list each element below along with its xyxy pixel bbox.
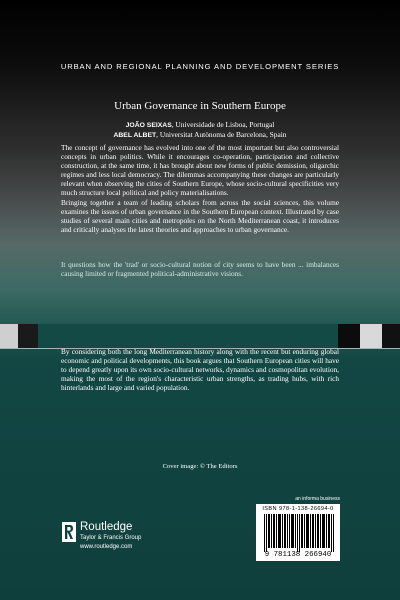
blurb-paragraph-2: Bringing together a team of leading scholars from across the social sciences, this volume examines the issues of urban governance in the Southern European context. Illustrated by case studies of several main cities and metropoles on the North Mediterranean coast, it introduces and critically analyses the latest theories and approaches to urban governance. — [61, 198, 339, 235]
editor-1-name: JOÃO SEIXAS — [125, 122, 172, 129]
barcode-number: 9 781138 266940 — [264, 551, 332, 559]
series-title: URBAN AND REGIONAL PLANNING AND DEVELOPMENT SERIES — [60, 62, 340, 71]
decor-strip-block — [338, 324, 360, 348]
isbn-label: ISBN 978-1-138-26694-0 — [262, 506, 334, 512]
book-title: Urban Governance in Southern Europe — [114, 100, 286, 112]
decor-strip-block — [0, 324, 18, 348]
blurb-paragraph-4: By considering both the long Mediterranean history along with the recent but enduring global economic and political developments, this book argues that Southern European cities will have to depend greatly upon its own socio-cultural networks, dynamics and cosmopolitan evolution, making the most of the region's characteristic urban strengths, as trading hubs, with rich hinterlands and large and varied population. — [61, 347, 339, 393]
editor-2-affiliation: , Universitat Autònoma de Barcelona, Spain — [156, 130, 287, 139]
decor-strip-block — [38, 324, 338, 348]
decor-strip-block — [382, 324, 400, 348]
publisher-url[interactable]: www.routledge.com — [80, 544, 133, 550]
publisher-group: Taylor & Francis Group — [80, 535, 142, 541]
blurb-paragraph-3: It questions how the 'trad' or socio-cultural notion of city seems to have been ... imbalances causing limited or fragmented political-administrative visions. — [61, 260, 339, 279]
editor-2 — [0, 130, 400, 139]
isbn-barcode — [256, 504, 340, 561]
decor-strip-block — [18, 324, 38, 348]
editor-1-affiliation: , Universidade de Lisboa, Portugal — [171, 120, 275, 129]
publisher-name: Routledge — [80, 521, 133, 533]
editor-2-name: ABEL ALBET — [113, 132, 157, 139]
decor-strip-block — [360, 324, 382, 348]
editor-1 — [0, 120, 400, 129]
informa-tagline: an informa business — [295, 496, 340, 502]
blurb-paragraph-1: The concept of governance has evolved into one of the most important but also controversial concepts in urban politics. While it encourages co-operation, participation and collective construction, at the same time, it has brought about new forms of public demission, oligarchic regimes and less local democracy. The dilemmas accompanying these changes are particularly relevant when observing the cities of Southern Europe, whose socio-cultural specificities very much structure local political and policy materialisations. — [61, 143, 339, 198]
barcode-bars — [264, 514, 334, 552]
routledge-logo-icon — [62, 522, 76, 542]
cover-image-credit: Cover image: © The Editors — [162, 463, 238, 470]
